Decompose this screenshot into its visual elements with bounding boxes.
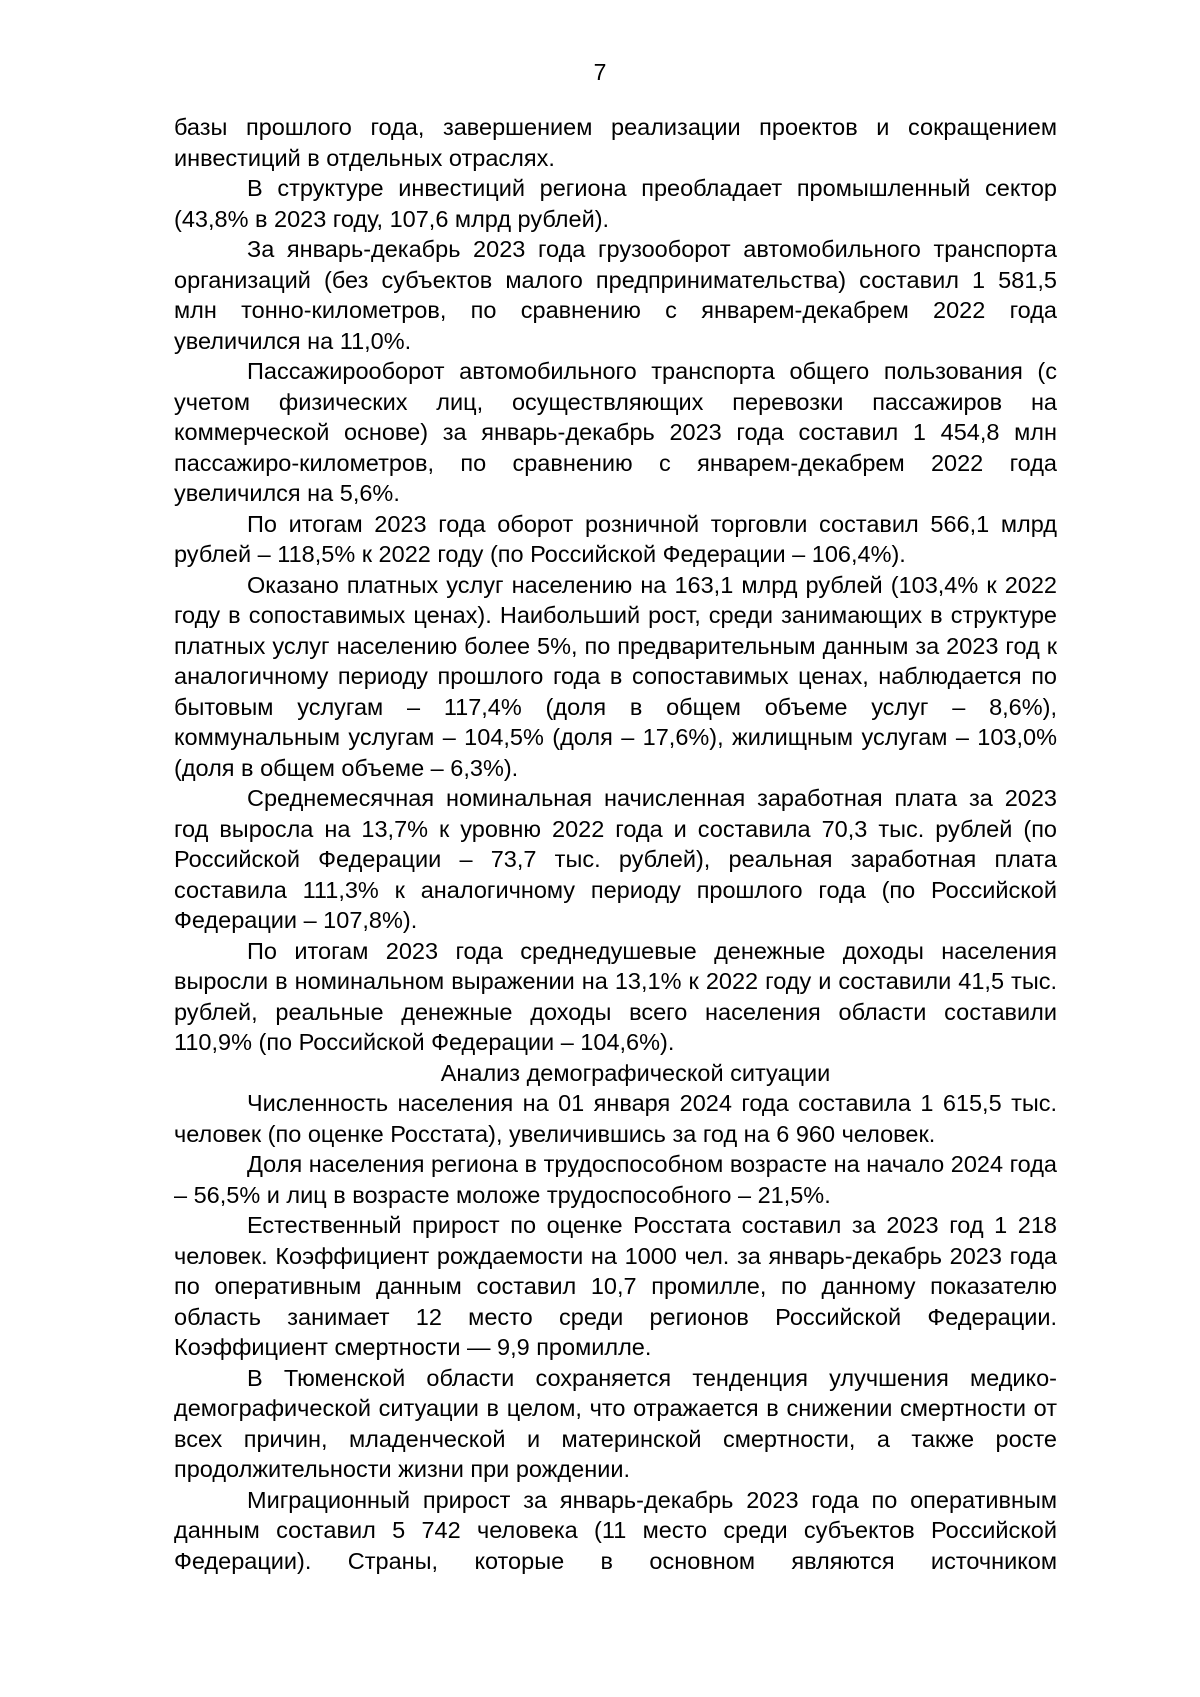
paragraph: Численность населения на 01 января 2024 года составила 1 615,5 тыс. человек (по оценке Росстата), увеличившись за год на 6 960 человек. — [174, 1090, 1057, 1147]
paragraph: Пассажирооборот автомобильного транспорта общего пользования (с учетом физических лиц, осуществляющих перевозки пассажиров на коммерческой основе) за январь-декабрь 2023 года составил 1 454,8 млн пассажиро-километров, по сравнению с январем-декабрем 2022 года увеличился на 5,6%. — [174, 358, 1057, 506]
paragraph: За январь-декабрь 2023 года грузооборот автомобильного транспорта организаций (без субъектов малого предпринимательства) составил 1 581,5 млн тонно-километров, по сравнению с январем-декабрем 2022 года увеличился на 11,0%. — [174, 236, 1057, 354]
body-text — [174, 112, 1057, 1576]
paragraph: базы прошлого года, завершением реализации проектов и сокращением инвестиций в отдельных отраслях. — [174, 114, 1057, 171]
paragraph: По итогам 2023 года среднедушевые денежные доходы населения выросли в номинальном выражении на 13,1% к 2022 году и составили 41,5 тыс. рублей, реальные денежные доходы всего населения области составили 110,9% (по Российской Федерации – 104,6%). — [174, 937, 1057, 1055]
paragraph: Доля населения региона в трудоспособном возрасте на начало 2024 года – 56,5% и лиц в возрасте моложе трудоспособного – 21,5%. — [174, 1151, 1057, 1208]
paragraph: Среднемесячная номинальная начисленная заработная плата за 2023 год выросла на 13,7% к уровню 2022 года и составила 70,3 тыс. рублей (по Российской Федерации – 73,7 тыс. рублей), реальная заработная плата составила 111,3% к аналогичному периоду прошлого года (по Российской Федерации – 107,8%). — [174, 785, 1057, 933]
paragraph: Оказано платных услуг населению на 163,1 млрд рублей (103,4% к 2022 году в сопоставимых ценах). Наибольший рост, среди занимающих в структуре платных услуг населению более 5%, по предварительным данным за 2023 год к аналогичному периоду прошлого года в сопоставимых ценах, наблюдается по бытовым услугам – 117,4% (доля в общем объеме услуг – 8,6%), коммунальным услугам – 104,5% (доля – 17,6%), жилищным услугам – 103,0% (доля в общем объеме – 6,3%). — [174, 571, 1057, 781]
paragraph: Естественный прирост по оценке Росстата составил за 2023 год 1 218 человек. Коэффициент рождаемости на 1000 чел. за январь-декабрь 2023 года по оперативным данным составил 10,7 промилле, по данному показателю область занимает 12 место среди регионов Российской Федерации. Коэффициент смертности — 9,9 промилле. — [174, 1212, 1057, 1360]
paragraph: По итогам 2023 года оборот розничной торговли составил 566,1 млрд рублей – 118,5% к 2022 году (по Российской Федерации – 106,4%). — [174, 510, 1057, 567]
paragraph: В Тюменской области сохраняется тенденция улучшения медико-демографической ситуации в целом, что отражается в снижении смертности от всех причин, младенческой и материнской смертности, а также росте продолжительности жизни при рождении. — [174, 1364, 1057, 1482]
section-heading: Анализ демографической ситуации — [440, 1059, 831, 1086]
paragraph: Миграционный прирост за январь-декабрь 2023 года по оперативным данным составил 5 742 человека (11 место среди субъектов Российской Федерации). Страны, которые в основном являются источником — [174, 1486, 1057, 1574]
page-number: 7 — [593, 59, 607, 85]
paragraph: В структуре инвестиций региона преобладает промышленный сектор (43,8% в 2023 году, 107,6 млрд рублей). — [174, 175, 1057, 232]
